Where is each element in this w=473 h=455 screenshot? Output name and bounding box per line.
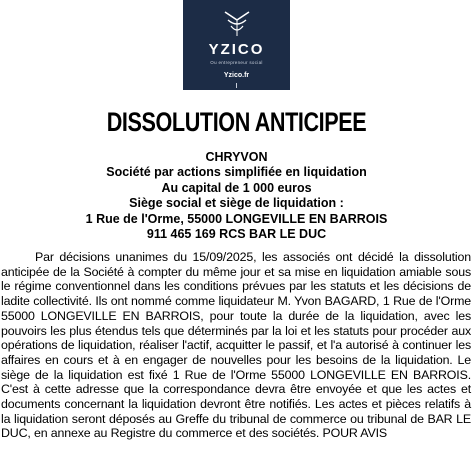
company-header [0, 150, 473, 242]
notice-paragraph: Par décisions unanimes du 15/09/2025, les associés ont décidé la dissolution anticipée de la Société à compter du même jour et sa mise en liquidation amiable sous le régime conventionnel dans les conditions prévues par les statuts et les décisions de ladite collectivité. Ils ont nommé comme liquidateur M. Yvon BAGARD, 1 Rue de l'Orme 55000 LONGEVILLE EN BARROIS, pour toute la durée de la liquidation, avec les pouvoirs les plus étendus tels que déterminés par la loi et les statuts pour procéder aux opérations de liquidation, réaliser l'actif, acquitter le passif, et l'a autorisé à continuer les affaires en cours et à en engager de nouvelles pour les besoins de la liquidation. Le siège de la liquidation est fixé 1 Rue de l'Orme 55000 LONGEVILLE EN BARROIS. C'est à cette adresse que la correspondance devra être envoyée et que les actes et documents concernant la liquidation devront être notifiés. Les actes et pièces relatifs à la liquidation seront déposés au Greffe du tribunal de commerce ou tribunal de BAR LE DUC, en annexe au Registre du commerce et des sociétés. POUR AVIS [1, 250, 471, 441]
company-capital: Au capital de 1 000 euros [161, 180, 312, 195]
notice-title: DISSOLUTION ANTICIPEE [106, 107, 367, 137]
brand-tagline: Ou entrepreneur social [210, 60, 263, 65]
logo-divider [236, 83, 237, 88]
brand-name: YZICO [208, 41, 265, 58]
brand-url[interactable]: Yzico.fr [223, 72, 250, 79]
company-form: Société par actions simplifiée en liquidation [106, 165, 367, 180]
company-rcs: 911 465 169 RCS BAR LE DUC [146, 227, 327, 242]
company-seat-label: Siège social et siège de liquidation : [129, 196, 344, 211]
company-name: CHRYVON [205, 150, 268, 164]
company-address: 1 Rue de l'Orme, 55000 LONGEVILLE EN BARROIS [85, 211, 388, 226]
publisher-logo [183, 0, 290, 90]
crown-bird-icon [217, 6, 257, 40]
notice-body [1, 250, 471, 441]
